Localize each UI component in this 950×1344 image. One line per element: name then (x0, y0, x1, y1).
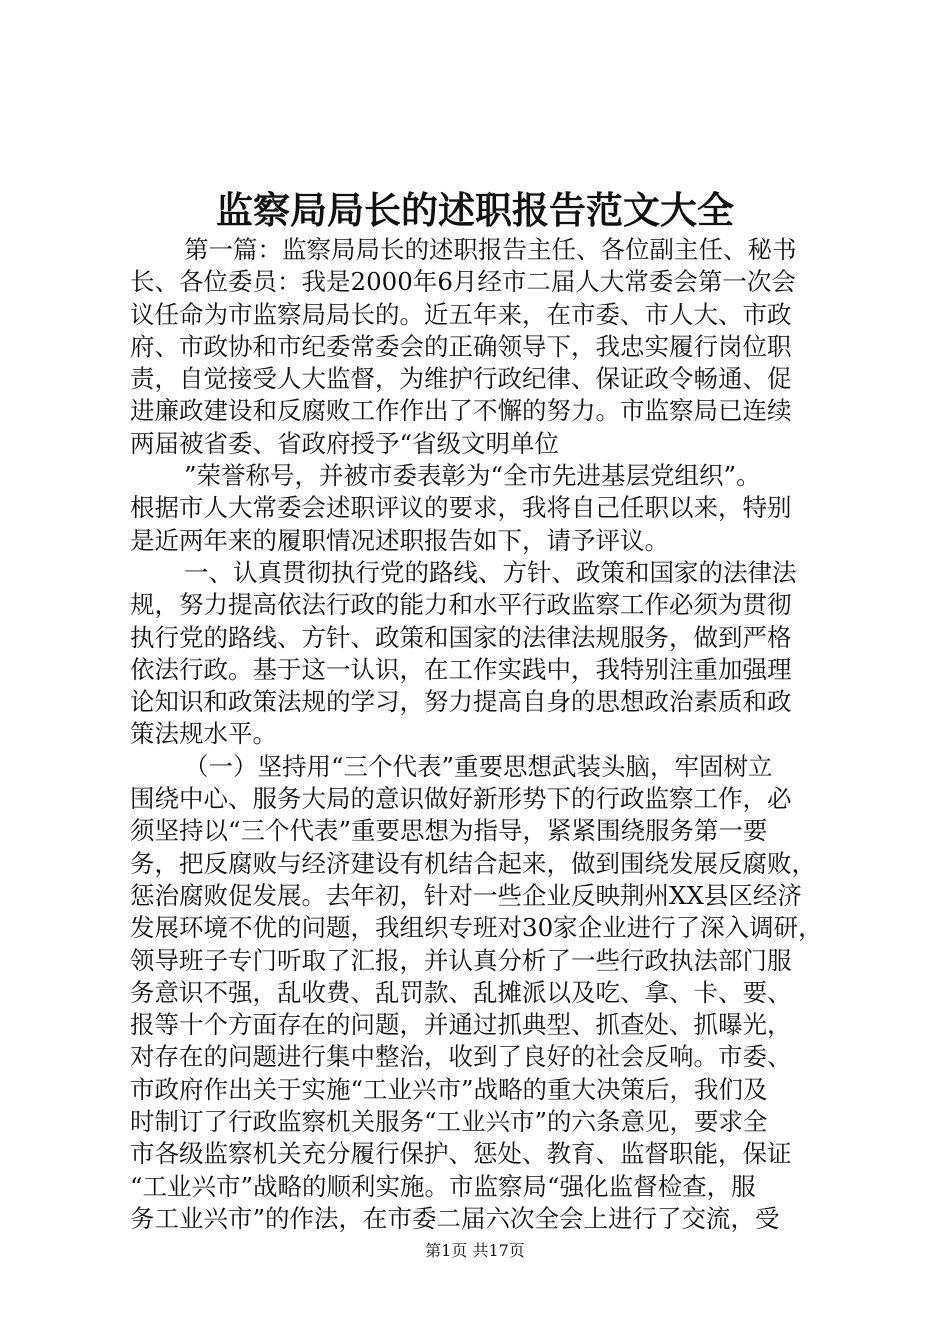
document-title: 监察局局长的述职报告范文大全 (216, 188, 734, 232)
text-line: 根据市人大常委会述职评议的要求，我将自己任职以来，特别 (130, 493, 792, 523)
text-line: 围绕中心、服务大局的意识做好新形势下的行政监察工作，必 (130, 784, 792, 814)
text-line: ”荣誉称号，并被市委表彰为“全市先进基层党组织”。 (184, 461, 761, 491)
text-line: 领导班子专门听取了汇报，并认真分析了一些行政执法部门服 (130, 945, 792, 975)
text-line: （一）坚持用“三个代表”重要思想武装头脑，牢固树立 (184, 751, 773, 781)
text-line: “工业兴市”战略的顺利实施。市监察局“强化监督检查，服 (130, 1171, 756, 1201)
text-line: 责，自觉接受人大监督，为维护行政纪律、保证政令畅通、促 (130, 364, 792, 394)
text-line: 务意识不强，乱收费、乱罚款、乱摊派以及吃、拿、卡、要、 (130, 977, 792, 1007)
text-line: 务，把反腐败与经济建设有机结合起来，做到围绕发展反腐败， (130, 848, 816, 878)
text-line: 发展环境不优的问题，我组织专班对30家企业进行了深入调研， (130, 913, 823, 943)
page-footer: 第1页 共17页 (425, 1241, 525, 1260)
text-line: 第一篇：监察局局长的述职报告主任、各位副主任、秘书 (184, 235, 797, 264)
text-line: 议任命为市监察局局长的。近五年来，在市委、市人大、市政 (130, 299, 792, 329)
text-line: 务工业兴市”的作法，在市委二届六次全会上进行了交流，受 (130, 1203, 780, 1233)
text-line: 策法规水平。 (130, 719, 277, 749)
document-body (130, 234, 830, 1235)
text-line: 两届被省委、省政府授予“省级文明单位 (130, 428, 560, 458)
text-line: 府、市政协和市纪委常委会的正确领导下，我忠实履行岗位职 (130, 331, 792, 361)
text-line: 规，努力提高依法行政的能力和水平行政监察工作必须为贯彻 (130, 590, 792, 620)
text-line: 报等十个方面存在的问题，并通过抓典型、抓查处、抓曝光， (130, 1010, 792, 1040)
text-line: 市各级监察机关充分履行保护、惩处、教育、监督职能，保证 (130, 1139, 792, 1169)
text-line: 依法行政。基于这一认识，在工作实践中，我特别注重加强理 (130, 654, 792, 684)
text-line: 进廉政建设和反腐败工作作出了不懈的努力。市监察局已连续 (130, 396, 792, 426)
text-line: 对存在的问题进行集中整治，收到了良好的社会反响。市委、 (130, 1042, 792, 1072)
text-line: 论知识和政策法规的学习，努力提高自身的思想政治素质和政 (130, 687, 792, 717)
text-line: 长、各位委员：我是2000年6月经市二届人大常委会第一次会 (130, 267, 796, 297)
text-line: 是近两年来的履职情况述职报告如下，请予评议。 (130, 525, 669, 555)
text-line: 须坚持以“三个代表”重要思想为指导，紧紧围绕服务第一要 (130, 816, 768, 846)
text-line: 一、认真贯彻执行党的路线、方针、政策和国家的法律法 (184, 557, 797, 587)
text-line: 市政府作出关于实施“工业兴市”战略的重大决策后，我们及 (130, 1074, 768, 1104)
text-line: 惩治腐败促发展。去年初，针对一些企业反映荆州XX县区经济 (130, 880, 802, 910)
text-line: 执行党的路线、方针、政策和国家的法律法规服务，做到严格 (130, 622, 792, 652)
text-line: 时制订了行政监察机关服务“工业兴市”的六条意见，要求全 (130, 1107, 768, 1137)
